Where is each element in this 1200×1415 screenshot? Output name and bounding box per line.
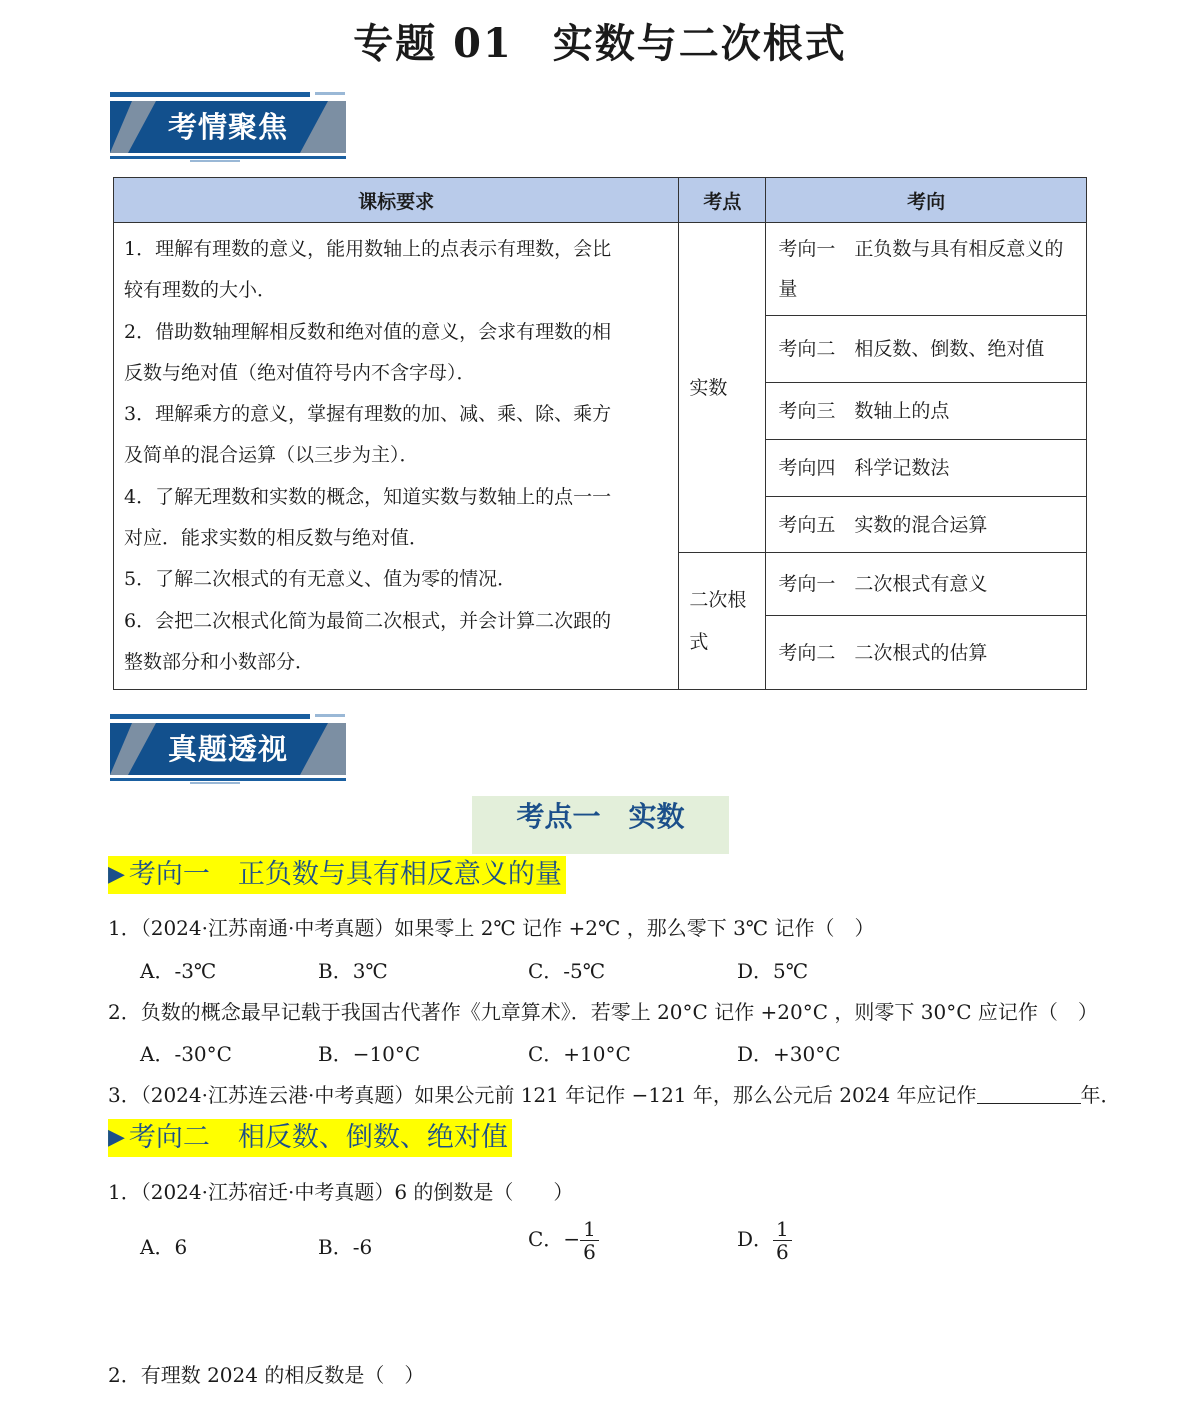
banner-line <box>110 92 310 97</box>
question-text: 3．（2024·江苏连云港·中考真题）如果公元前 121 年记作 −121 年，那么公元后 2024 年应记作 <box>108 1083 977 1107</box>
denominator: 6 <box>583 1240 596 1264</box>
direction-cell: 考向一 二次根式有意义 <box>766 553 1087 616</box>
option-c <box>528 1218 599 1263</box>
requirement-line: 2．借助数轴理解相反数和绝对值的意义，会求有理数的相 <box>124 320 612 343</box>
option-d: D．5℃ <box>737 959 809 983</box>
direction-cell: 考向五 实数的混合运算 <box>766 497 1087 553</box>
option-label: C． <box>528 1227 564 1251</box>
fraction <box>580 1218 599 1263</box>
curriculum-table <box>113 177 1087 690</box>
direction-header-1 <box>108 856 566 894</box>
option-a: A．-3℃ <box>140 959 217 983</box>
banner-line <box>190 160 240 162</box>
option-b: B．−10°C <box>318 1042 421 1066</box>
direction-cell: 考向一 正负数与具有相反意义的量 <box>766 223 1087 316</box>
table-header: 课标要求 <box>114 178 679 223</box>
section-banner-focus <box>110 92 346 162</box>
requirement-line: 1．理解有理数的意义，能用数轴上的点表示有理数，会比 <box>124 238 612 260</box>
numerator: 1 <box>580 1218 599 1241</box>
minus-sign: − <box>563 1227 581 1251</box>
option-d: D．+30°C <box>737 1042 841 1066</box>
requirement-line: 6．会把二次根式化简为最简二次根式，并会计算二次跟的 <box>124 609 612 632</box>
fraction <box>773 1218 792 1263</box>
question-text: 1．（2024·江苏宿迁·中考真题）6 的倒数是（ ） <box>108 1180 574 1204</box>
direction-header-2 <box>108 1119 512 1157</box>
denominator: 6 <box>776 1240 789 1264</box>
direction-cell: 考向二 相反数、倒数、绝对值 <box>766 316 1087 383</box>
requirements-cell <box>114 223 679 690</box>
question-text: 2．负数的概念最早记载于我国古代著作《九章算术》．若零上 20°C 记作 +20°C ，则零下 30°C 应记作（ ） <box>108 1000 1098 1024</box>
requirement-line: 较有理数的大小． <box>124 279 277 302</box>
numerator: 1 <box>773 1218 792 1241</box>
option-d <box>737 1218 792 1263</box>
direction-title: 相反数、倒数、绝对值 <box>237 1122 508 1153</box>
direction-title: 正负数与具有相反意义的量 <box>237 859 562 890</box>
direction-cell: 考向四 科学记数法 <box>766 440 1087 497</box>
option-c: C．+10°C <box>528 1042 631 1066</box>
option-a: A．-30°C <box>140 1042 232 1066</box>
answer-blank[interactable] <box>977 1085 1081 1104</box>
option-c: C．-5℃ <box>528 959 606 983</box>
option-b: B．3℃ <box>318 959 388 983</box>
requirement-line: 3．理解乘方的意义，掌握有理数的加、减、乘、除、乘方 <box>124 403 612 426</box>
page-title <box>0 12 1200 69</box>
direction-label: 考向一 <box>128 859 210 890</box>
requirement-line: 反数与绝对值（绝对值符号内不含字母）． <box>124 361 476 384</box>
banner-label: 考情聚焦 <box>167 110 288 144</box>
question-text: 2．有理数 2024 的相反数是（ ） <box>108 1363 425 1387</box>
table-header-row <box>114 178 1087 223</box>
direction-cell: 考向二 二次根式的估算 <box>766 616 1087 690</box>
banner-line <box>315 92 345 95</box>
banner-line <box>110 156 346 159</box>
option-b: B．-6 <box>318 1235 373 1259</box>
exam-point-radicals: 二次根式 <box>679 553 766 690</box>
triangle-right-icon: ▶ <box>108 862 125 887</box>
title-number: 专题 01 <box>353 20 513 67</box>
option-a: A．6 <box>140 1235 188 1259</box>
question-fill-blank <box>108 1079 1121 1108</box>
exam-point-header: 考点一 实数 <box>472 796 729 854</box>
title-text: 实数与二次根式 <box>552 20 847 67</box>
exam-point-real-numbers: 实数 <box>679 223 766 553</box>
direction-cell: 考向三 数轴上的点 <box>766 383 1087 440</box>
requirement-line: 对应．能求实数的相反数与绝对值． <box>124 527 429 550</box>
triangle-right-icon: ▶ <box>108 1125 125 1150</box>
banner-line <box>315 714 345 717</box>
question-text: 1．（2024·江苏南通·中考真题）如果零上 2℃ 记作 +2℃ ，那么零下 3℃ 记作（ ） <box>108 916 875 940</box>
requirement-line: 4．了解无理数和实数的概念，知道实数与数轴上的点一一 <box>124 485 612 508</box>
table-header: 考向 <box>766 178 1087 223</box>
banner-label: 真题透视 <box>167 732 288 766</box>
question-suffix: 年． <box>1080 1083 1121 1107</box>
requirement-line: 5．了解二次根式的有无意义、值为零的情况． <box>124 568 517 591</box>
requirement-line: 及简单的混合运算（以三步为主）． <box>124 444 419 467</box>
section-banner-real-questions <box>110 714 346 784</box>
banner-line <box>190 782 240 784</box>
option-label: D． <box>737 1227 774 1251</box>
banner-line <box>110 714 310 719</box>
banner-line <box>110 778 346 781</box>
requirement-line: 整数部分和小数部分． <box>124 650 315 673</box>
direction-label: 考向二 <box>128 1122 210 1153</box>
table-header: 考点 <box>679 178 766 223</box>
